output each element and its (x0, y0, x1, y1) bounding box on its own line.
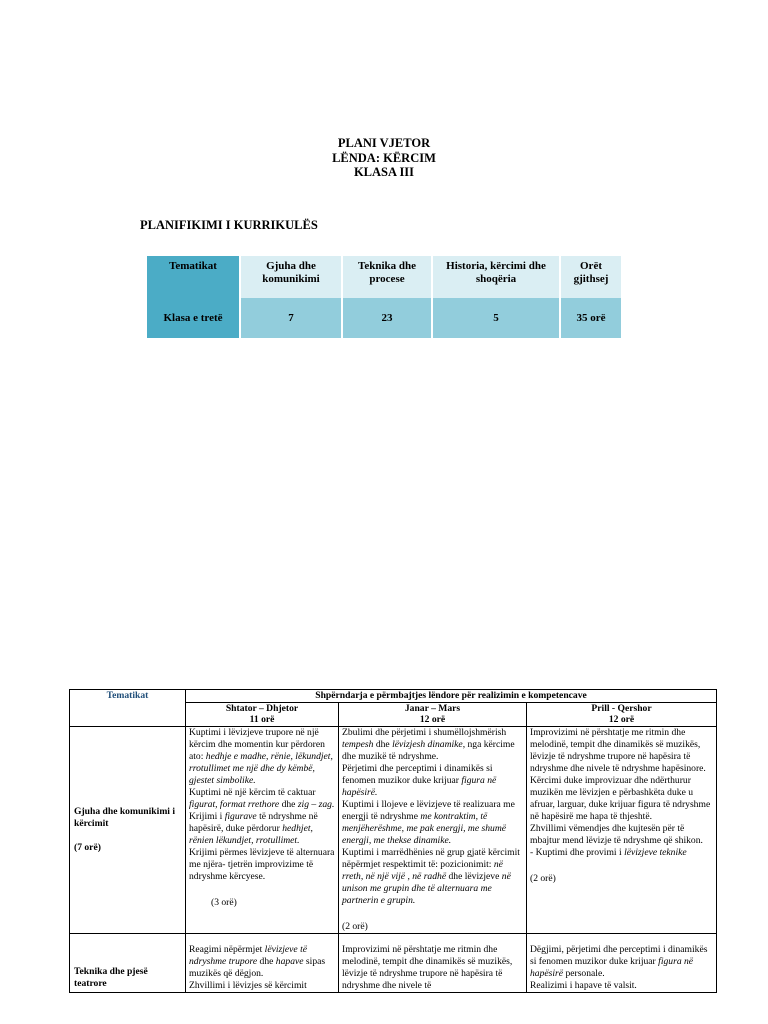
period-header (339, 702, 527, 726)
title-line-3: KLASA III (353, 165, 415, 179)
period-name: Prill - Qershor (591, 702, 652, 714)
content-cell (339, 726, 527, 933)
row-label-text: Teknika dhe pjesë teatrore (74, 965, 148, 989)
cell-hours: (2 orë) (530, 872, 556, 884)
summary-header-row (147, 256, 621, 298)
summary-header-cell: Orët gjithsej (561, 256, 621, 298)
cell-paragraph: Realizimi i hapave të valsit. (530, 979, 637, 991)
content-cell (339, 933, 527, 992)
cell-paragraph: Zhvillimi i lëvizjes së kërcimit (189, 979, 307, 991)
cell-paragraph: Krijimi përmes lëvizjeve të alternuara me njëra- tjetrën improvizime të ndryshme kërcyese. (189, 846, 335, 882)
summary-data-cell: 23 (343, 298, 431, 338)
cell-paragraph: Kuptimi në një kërcim të caktuar figurat, format rrethore dhe zig – zag. (189, 786, 335, 810)
row-label-text: Gjuha dhe komunikimi i kërcimit (74, 805, 176, 829)
cell-paragraphs (189, 727, 335, 883)
summary-data-cell: 5 (433, 298, 559, 338)
summary-data-cell: 35 orë (561, 298, 621, 338)
summary-header-cell: Tematikat (147, 256, 239, 298)
period-name: Shtator – Dhjetor (225, 702, 299, 714)
content-cell (527, 726, 717, 933)
cell-hours: (2 orë) (342, 920, 368, 932)
cell-paragraphs (189, 944, 335, 992)
row-label (70, 726, 186, 933)
cell-paragraph: Dëgjimi, përjetimi dhe perceptimi i dinamikës si fenomen muzikor duke krijuar figura në hapësirë personale. (530, 943, 708, 979)
document-title (0, 136, 768, 180)
content-cell (186, 726, 339, 933)
summary-data-row (147, 298, 621, 338)
cell-paragraph: Zhvillimi vëmendjes dhe kujtesën për të mbajtur mend lëvizje të ndryshme që shikon. (530, 822, 703, 846)
summary-table (145, 256, 623, 338)
period-header (186, 702, 339, 726)
period-hours: 12 orë (608, 714, 635, 725)
period-name: Janar – Mars (404, 702, 461, 714)
cell-paragraph: Kuptimi i marrëdhënies në grup gjatë kërcimit nëpërmjet respektimit të: pozicionimit: në rreth, në një vijë , në radhë dhe lëvizjeve në unison me grupin dhe të alternuara me partnerin e grupin. (342, 846, 520, 906)
title-line-2: LËNDA: KËRCIM (332, 150, 436, 165)
content-cell (186, 933, 339, 992)
tematikat-header: Tematikat (70, 690, 186, 727)
title-line-1: PLANI VJETOR (337, 136, 431, 150)
cell-paragraph: Kuptimi i llojeve e lëvizjeve të realizuara me energji të ndryshme me kontraktim, të menjëherëshme, me pak energji, me shumë energji, me thekse dinamike. (342, 798, 515, 846)
curriculum-table (69, 689, 717, 993)
cell-paragraphs (342, 944, 523, 992)
summary-header-cell: Historia, kërcimi dhe shoqëria (433, 256, 559, 298)
cell-paragraph: Përjetimi dhe perceptimi i dinamikës si fenomen muzikor duke krijuar figura në hapësirë. (342, 762, 497, 798)
cell-paragraph: - Kuptimi dhe provimi i lëvizjeve teknike (530, 846, 687, 858)
content-cell (527, 933, 717, 992)
summary-header-cell: Gjuha dhe komunikimi (241, 256, 341, 298)
cell-paragraph: Improvizimi në përshtatje me ritmin dhe melodinë, tempit dhe dinamikës së muzikës, lëvizje të ndryshme trupore në hapësira të ndryshme dhe nivele të (342, 943, 513, 991)
cell-paragraphs (342, 727, 523, 907)
summary-data-cell: Klasa e tretë (147, 298, 239, 338)
cell-paragraphs (530, 944, 713, 992)
cell-paragraphs (530, 727, 713, 859)
cell-paragraph: Kërcimi duke improvizuar dhe ndërthurur muzikën me lëvizjen e përbashkëta duke u afruar, larguar, duke krijuar figura të ndryshme në hapësirë me hapa të thjeshtë. (530, 774, 711, 822)
section-heading: PLANIFIKIMI I KURRIKULËS (140, 218, 318, 232)
row-label (70, 933, 186, 992)
curriculum-header-row (70, 690, 717, 703)
table-row (70, 933, 717, 992)
cell-hours: (3 orë) (211, 896, 237, 908)
summary-data-cell: 7 (241, 298, 341, 338)
period-header (527, 702, 717, 726)
period-hours: 11 orë (249, 714, 275, 725)
cell-paragraph: Krijimi i figurave të ndryshme në hapësirë, duke përdorur hedhjet, rënien lëkundjet, rrotullimet. (189, 810, 318, 846)
cell-paragraph: Zbulimi dhe përjetimi i shumëllojshmërish tempesh dhe lëvizjesh dinamike, nga kërcime dhe muzikë të ndryshme. (342, 726, 515, 762)
table-row (70, 726, 717, 933)
cell-paragraph: Reagimi nëpërmjet lëvizjeve të ndryshme trupore dhe hapave sipas muzikës që dëgjon. (189, 943, 326, 979)
cell-paragraph: Improvizimi në përshtatje me ritmin dhe melodinë, tempit dhe dinamikës së muzikës, lëvizje të ndryshme trupore në hapësira të ndryshme dhe nivele të ndryshme hapësinore. (530, 726, 706, 774)
cell-paragraph: Kuptimi i lëvizjeve trupore në një kërcim dhe momentin kur përdoren ato: hedhje e madhe, rënie, lëkundjet, rrotullimet me një dhe dy këmbë, gjestet simbolike. (189, 726, 333, 786)
row-label-hours: (7 orë) (74, 841, 101, 853)
distribution-header: Shpërndarja e përmbajtjes lëndore për realizimin e kompetencave (186, 690, 717, 703)
summary-header-cell: Teknika dhe procese (343, 256, 431, 298)
period-hours: 12 orë (419, 714, 446, 725)
